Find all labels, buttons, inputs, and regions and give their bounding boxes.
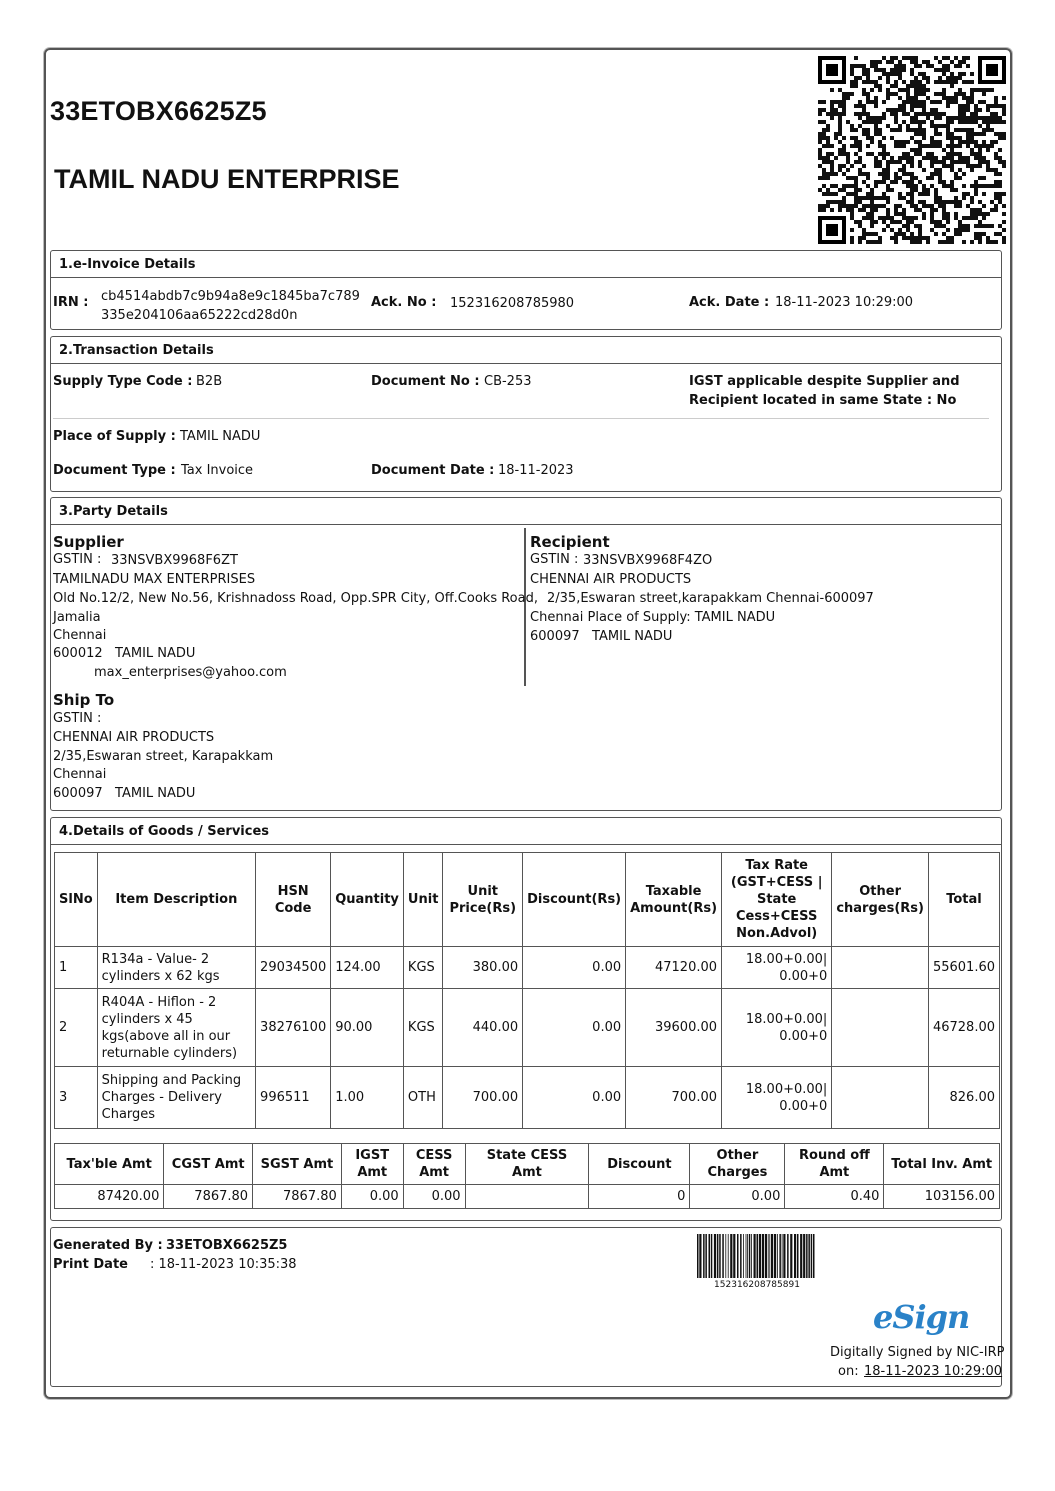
cell-other-charges xyxy=(832,947,929,989)
cell-hsn: 996511 xyxy=(256,1067,331,1129)
cell-unit-price: 380.00 xyxy=(443,947,523,989)
igst-note-line2: Recipient located in same State : No xyxy=(689,393,957,408)
signed-on-label: on: xyxy=(838,1364,859,1379)
tot-round-off: 0.40 xyxy=(785,1185,884,1209)
cell-hsn: 29034500 xyxy=(256,947,331,989)
totals-table xyxy=(54,1143,1000,1209)
cell-other-charges xyxy=(832,989,929,1067)
col-unit: Unit xyxy=(403,853,442,947)
cell-hsn: 38276100 xyxy=(256,989,331,1067)
cell-tax-rate xyxy=(722,947,832,989)
cell-unit: KGS xyxy=(403,989,442,1067)
col-quantity: Quantity xyxy=(331,853,404,947)
tot-other: 0.00 xyxy=(690,1185,785,1209)
tot-col-discount: Discount xyxy=(589,1144,690,1185)
signed-on-date: 18-11-2023 10:29:00 xyxy=(864,1364,1003,1379)
cell-taxable: 700.00 xyxy=(626,1067,722,1129)
col-description: Item Description xyxy=(97,853,255,947)
tot-discount: 0 xyxy=(589,1185,690,1209)
supplier-pin-state: 600012 TAMIL NADU xyxy=(53,646,196,661)
barcode-number: 152316208785891 xyxy=(714,1280,800,1290)
tax-rate-line1: 18.00+0.00| xyxy=(745,1081,828,1097)
supplier-heading: Supplier xyxy=(53,533,124,551)
cell-tax-rate xyxy=(722,1067,832,1129)
cell-quantity: 1.00 xyxy=(331,1067,404,1129)
tot-col-total: Total Inv. Amt xyxy=(884,1144,1000,1185)
supplier-email: max_enterprises@yahoo.com xyxy=(94,665,287,680)
ack-date: 18-11-2023 10:29:00 xyxy=(775,295,914,310)
print-date: : 18-11-2023 10:35:38 xyxy=(150,1257,297,1272)
doc-date-label: Document Date : xyxy=(371,463,495,478)
tax-rate-line2: 0.00+0 xyxy=(779,1028,828,1044)
col-hsn: HSN Code xyxy=(256,853,331,947)
cell-total: 46728.00 xyxy=(928,989,999,1067)
recipient-gstin-label: GSTIN : xyxy=(530,552,579,567)
cell-description: R404A - Hiflon - 2 cylinders x 45 kgs(above all in our returnable cylinders) xyxy=(97,989,255,1067)
recipient-pin-state: 600097 TAMIL NADU xyxy=(530,629,673,644)
ack-date-label: Ack. Date : xyxy=(689,295,770,310)
col-other-charges: Other charges(Rs) xyxy=(832,853,929,947)
table-row xyxy=(55,1067,1000,1129)
esign-logo: eSign xyxy=(873,1298,970,1336)
goods-header-row xyxy=(55,853,1000,947)
table-row xyxy=(55,947,1000,989)
doc-date: 18-11-2023 xyxy=(498,463,574,478)
cell-discount: 0.00 xyxy=(523,947,626,989)
tot-col-state-cess: State CESS Amt xyxy=(465,1144,589,1185)
tax-rate-line2: 0.00+0 xyxy=(779,1098,828,1114)
tax-rate-line1: 18.00+0.00| xyxy=(745,951,828,967)
ship-to-pin-state: 600097 TAMIL NADU xyxy=(53,786,196,801)
einvoice-title: 1.e-Invoice Details xyxy=(51,251,1001,278)
supplier-address1: Old No.12/2, New No.56, Krishnadoss Road, Opp.SPR City, Off.Cooks Road, xyxy=(53,591,538,606)
cell-sino: 3 xyxy=(55,1067,98,1129)
col-taxable: Taxable Amount(Rs) xyxy=(626,853,722,947)
cell-discount: 0.00 xyxy=(523,1067,626,1129)
tot-col-other: Other Charges xyxy=(690,1144,785,1185)
company-name: TAMIL NADU ENTERPRISE xyxy=(54,164,400,194)
tot-cess: 0.00 xyxy=(403,1185,465,1209)
party-divider xyxy=(524,528,526,686)
document-no-label: Document No : xyxy=(371,374,480,389)
totals-header-row xyxy=(55,1144,1000,1185)
tot-state-cess xyxy=(465,1185,589,1209)
table-row xyxy=(55,989,1000,1067)
col-total: Total xyxy=(928,853,999,947)
irn-label: IRN : xyxy=(53,295,89,310)
supplier-name: TAMILNADU MAX ENTERPRISES xyxy=(53,572,256,587)
cell-unit: KGS xyxy=(403,947,442,989)
supplier-gstin-label: GSTIN : xyxy=(53,552,102,567)
document-no: CB-253 xyxy=(484,374,532,389)
recipient-heading: Recipient xyxy=(530,533,610,551)
cell-description: Shipping and Packing Charges - Delivery Charges xyxy=(97,1067,255,1129)
col-unit-price: Unit Price(Rs) xyxy=(443,853,523,947)
ship-to-address1: 2/35,Eswaran street, Karapakkam xyxy=(53,749,274,764)
cell-taxable: 47120.00 xyxy=(626,947,722,989)
ship-to-name: CHENNAI AIR PRODUCTS xyxy=(53,730,215,745)
generated-by: 33ETOBX6625Z5 xyxy=(166,1238,288,1253)
ack-no: 152316208785980 xyxy=(450,296,575,311)
recipient-gstin: 33NSVBX9968F4ZO xyxy=(583,553,713,568)
recipient-place: Chennai Place of Supply: TAMIL NADU xyxy=(530,610,776,625)
print-date-label: Print Date xyxy=(53,1257,128,1272)
irn-line2: 335e204106aa65222cd28d0n xyxy=(101,308,298,323)
cell-sino: 2 xyxy=(55,989,98,1067)
col-sino: SlNo xyxy=(55,853,98,947)
qr-code-icon xyxy=(818,56,1006,244)
igst-note-line1: IGST applicable despite Supplier and xyxy=(689,374,960,389)
ack-no-label: Ack. No : xyxy=(371,295,437,310)
tot-total: 103156.00 xyxy=(884,1185,1000,1209)
supply-type-label: Supply Type Code : xyxy=(53,374,193,389)
tax-rate-line2: 0.00+0 xyxy=(779,968,828,984)
cell-quantity: 124.00 xyxy=(331,947,404,989)
tot-taxable: 87420.00 xyxy=(55,1185,164,1209)
transaction-title: 2.Transaction Details xyxy=(51,337,1001,364)
barcode-icon xyxy=(697,1234,817,1278)
cell-sino: 1 xyxy=(55,947,98,989)
recipient-address1: 2/35,Eswaran street,karapakkam Chennai-600097 xyxy=(547,591,874,606)
supplier-city: Chennai xyxy=(53,628,107,643)
tot-col-igst: IGST Amt xyxy=(341,1144,403,1185)
header-gstin: 33ETOBX6625Z5 xyxy=(50,96,267,126)
transaction-divider xyxy=(53,418,989,419)
doc-type-label: Document Type : xyxy=(53,463,176,478)
goods-table xyxy=(54,852,1000,1129)
tot-sgst: 7867.80 xyxy=(253,1185,342,1209)
tot-col-cgst: CGST Amt xyxy=(164,1144,253,1185)
party-title: 3.Party Details xyxy=(51,498,1001,525)
tot-col-round-off: Round off Amt xyxy=(785,1144,884,1185)
cell-unit-price: 440.00 xyxy=(443,989,523,1067)
tot-col-cess: CESS Amt xyxy=(403,1144,465,1185)
place-label: Place of Supply : xyxy=(53,429,176,444)
supplier-address2: Jamalia xyxy=(53,610,101,625)
goods-title: 4.Details of Goods / Services xyxy=(51,818,1001,845)
generated-label: Generated By : xyxy=(53,1238,163,1253)
tot-col-taxable: Tax'ble Amt xyxy=(55,1144,164,1185)
tot-col-sgst: SGST Amt xyxy=(253,1144,342,1185)
cell-total: 826.00 xyxy=(928,1067,999,1129)
totals-value-row xyxy=(55,1185,1000,1209)
cell-tax-rate xyxy=(722,989,832,1067)
cell-total: 55601.60 xyxy=(928,947,999,989)
tot-igst: 0.00 xyxy=(341,1185,403,1209)
cell-description: R134a - Value- 2 cylinders x 62 kgs xyxy=(97,947,255,989)
cell-quantity: 90.00 xyxy=(331,989,404,1067)
cell-taxable: 39600.00 xyxy=(626,989,722,1067)
supplier-gstin: 33NSVBX9968F6ZT xyxy=(111,553,238,568)
signed-line: Digitally Signed by NIC-IRP xyxy=(830,1345,1005,1360)
doc-type: Tax Invoice xyxy=(181,463,254,478)
col-tax-rate: Tax Rate (GST+CESS | State Cess+CESS Non.Advol) xyxy=(722,853,832,947)
place-of-supply: TAMIL NADU xyxy=(180,429,261,444)
ship-to-city: Chennai xyxy=(53,767,107,782)
ship-to-heading: Ship To xyxy=(53,691,115,709)
cell-discount: 0.00 xyxy=(523,989,626,1067)
cell-unit: OTH xyxy=(403,1067,442,1129)
cell-other-charges xyxy=(832,1067,929,1129)
tax-rate-line1: 18.00+0.00| xyxy=(745,1011,828,1027)
cell-unit-price: 700.00 xyxy=(443,1067,523,1129)
supply-type: B2B xyxy=(196,374,223,389)
irn-line1: cb4514abdb7c9b94a8e9c1845ba7c789 xyxy=(101,289,360,304)
tot-cgst: 7867.80 xyxy=(164,1185,253,1209)
ship-to-gstin-label: GSTIN : xyxy=(53,711,102,726)
recipient-name: CHENNAI AIR PRODUCTS xyxy=(530,572,692,587)
col-discount: Discount(Rs) xyxy=(523,853,626,947)
